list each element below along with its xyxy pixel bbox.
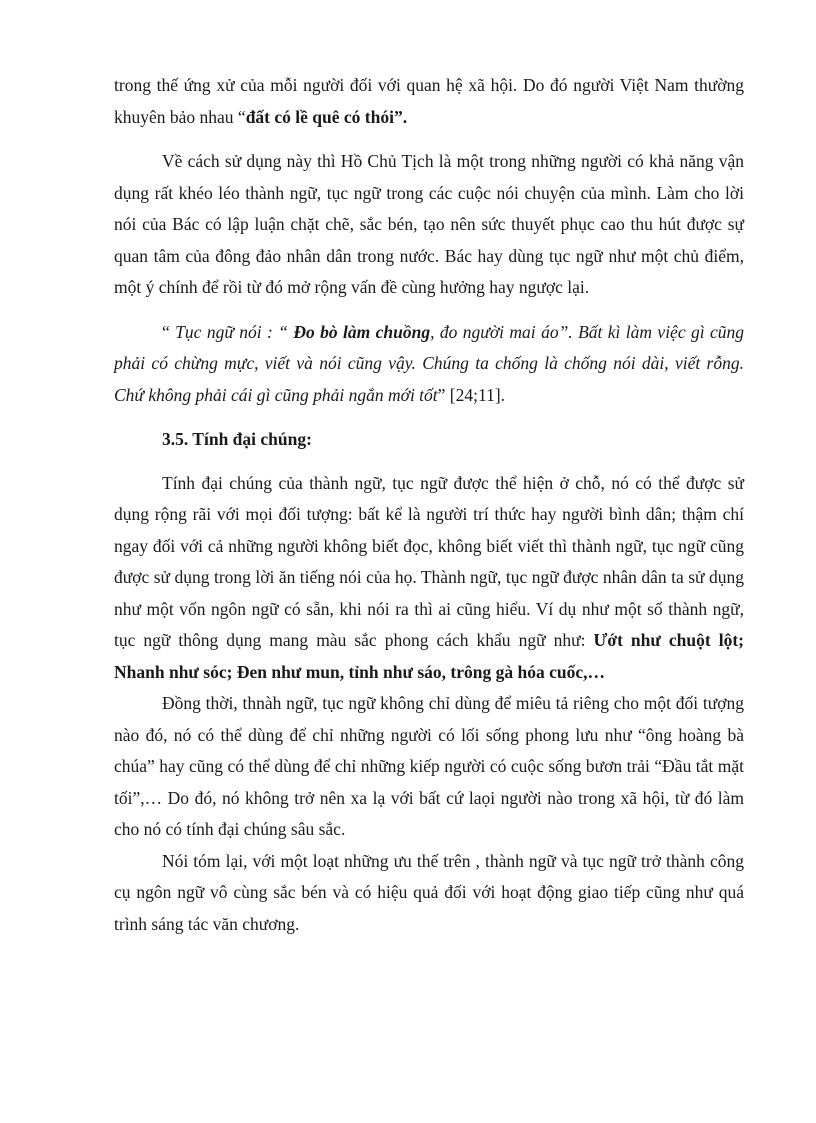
- paragraph-4: [114, 468, 744, 689]
- paragraph-2-text: Về cách sử dụng này thì Hồ Chủ Tịch là một trong những người có khả năng vận dụng rất khéo léo thành ngữ, tục ngữ trong các cuộc nói chuyện của mình. Làm cho lời nói của Bác có lập luận chặt chẽ, sắc bén, tạo nên sức thuyết phục cao thu hút được sự quan tâm của đông đảo nhân dân trong nước. Bác hay dùng tục ngữ như một chủ điểm, một ý chính để rồi từ đó mở rộng vấn đề cùng hưởng hay ngược lại.: [114, 151, 744, 297]
- paragraph-1-bold-phrase: đất có lề quê có thói”.: [245, 106, 408, 127]
- quote-italic-body: , đo người mai áo”. Bất kì làm việc gì cũng phải có chừng mực, viết và nói cũng vậy. Chúng ta chống là chống nói dài, viết rỗng. Chứ không phải cái gì cũng phải ngắn mới tốt: [114, 321, 745, 405]
- paragraph-5: [114, 688, 744, 846]
- quote-citation: ” [24;11].: [437, 384, 506, 405]
- quote-bold-proverb: Đo bò làm chuồng: [293, 321, 431, 342]
- quote-paragraph: [114, 317, 744, 412]
- paragraph-2: [114, 146, 744, 304]
- paragraph-6-text: Nói tóm lại, với một loạt những ưu thế trên , thành ngữ và tục ngữ trở thành công cụ ngôn ngữ vô cùng sắc bén và có hiệu quả đối với hoạt động giao tiếp cũng như quá trình sáng tác văn chương.: [114, 850, 744, 934]
- paragraph-1-text: trong thế ứng xử của mỗi người đối với quan hệ xã hội. Do đó người Việt Nam thường khuyên bảo nhau “: [114, 75, 744, 127]
- quote-italic-lead: Tục ngữ nói : “: [175, 321, 294, 342]
- document-page: [114, 70, 744, 940]
- quote-open-mark: “: [162, 321, 176, 342]
- paragraph-4-bold-examples: Ướt như chuột lột; Nhanh như sóc; Đen như mun, tỉnh như sáo, trông gà hóa cuốc,…: [114, 630, 744, 682]
- paragraph-1: [114, 70, 744, 133]
- paragraph-4-text: Tính đại chúng của thành ngữ, tục ngữ được thể hiện ở chỗ, nó có thể được sử dụng rộng rãi với mọi đối tượng: bất kể là người trí thức hay người bình dân; thậm chí ngay đối với cả những người không biết đọc, không biết viết thì thành ngữ, tục ngữ cũng được sử dụng trong lời ăn tiếng nói của họ. Thành ngữ, tục ngữ được nhân dân ta sử dụng như một vốn ngôn ngữ có sẵn, khi nói ra thì ai cũng hiểu. Ví dụ như một số thành ngữ, tục ngữ thông dụng mang màu sắc phong cách khẩu ngữ như:: [114, 472, 744, 650]
- paragraph-5-text: Đồng thời, thnàh ngữ, tục ngữ không chỉ dùng để miêu tả riêng cho một đối tượng nào đó, nó có thể dùng để chỉ những người có lối sống phong lưu như “ông hoàng bà chúa” hay cũng có thể dùng để chỉ những kiếp người có cuộc sống bươn trải “Đầu tắt mặt tối”,… Do đó, nó không trở nên xa lạ với bất cứ laọi người nào trong xã hội, từ đó làm cho nó có tính đại chúng sâu sắc.: [114, 693, 744, 839]
- section-heading: 3.5. Tính đại chúng:: [162, 429, 312, 449]
- paragraph-6: [114, 846, 744, 941]
